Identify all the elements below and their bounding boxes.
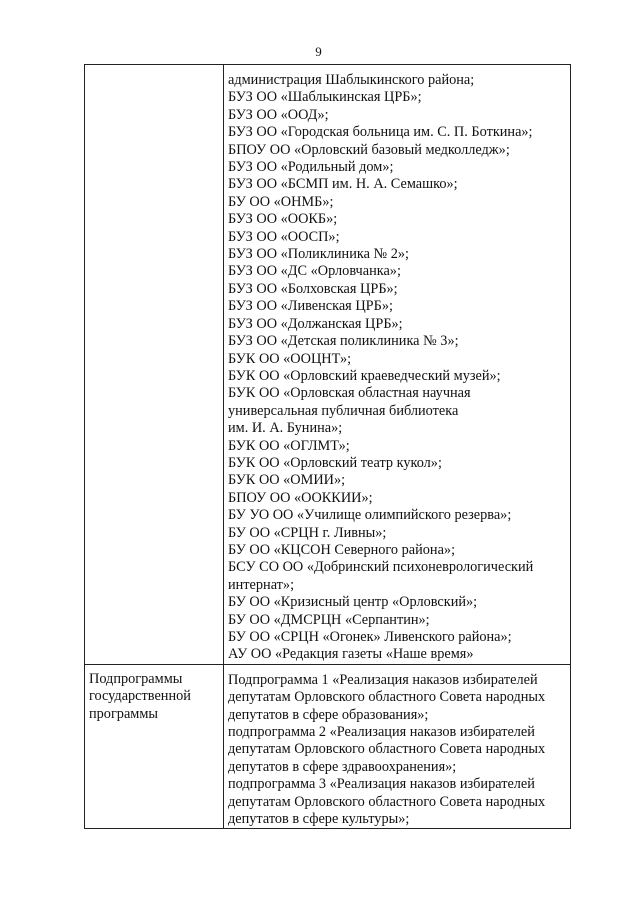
organization-line: БУ ОО «СРЦН г. Ливны»; (228, 524, 387, 541)
organization-line: БУ УО ОО «Училище олимпийского резерва»; (228, 507, 512, 524)
organization-line: БУЗ ОО «ООД»; (228, 106, 329, 123)
organization-line: БУЗ ОО «Шаблыкинская ЦРБ»; (228, 89, 422, 106)
subprograms-label-line: Подпрограммы (89, 670, 183, 687)
table-row (85, 65, 571, 665)
organization-line: интернат»; (228, 576, 295, 593)
organization-line: БУЗ ОО «Должанская ЦРБ»; (228, 315, 403, 332)
organization-line: БУ ОО «СРЦН «Огонек» Ливенского района»; (228, 629, 512, 645)
subprogram-line: подпрограмма 2 «Реализация наказов избирателей (228, 724, 535, 741)
organization-line: БУЗ ОО «Болховская ЦРБ»; (228, 280, 398, 297)
subprogram-line: депутатов в сфере здравоохранения»; (228, 758, 457, 775)
organization-line: БУК ОО «Орловский краеведческий музей»; (228, 367, 501, 384)
organization-line: БУК ОО «ООЦНТ»; (228, 350, 352, 367)
organization-line: БУК ОО «ОГЛМТ»; (228, 437, 350, 454)
subprograms-label-line: государственной (89, 688, 191, 705)
organization-line: БУ ОО «КЦСОН Северного района»; (228, 541, 456, 558)
organization-line: БПОУ ОО «Орловский базовый медколледж»; (228, 141, 510, 158)
subprograms-label (85, 665, 223, 723)
organization-line: АУ ОО «Редакция газеты «Наше время» (228, 646, 474, 663)
subprograms-label-line: программы (89, 705, 159, 722)
organization-line: БУЗ ОО «БСМП им. Н. А. Семашко»; (228, 176, 458, 193)
organization-line: БУК ОО «ОМИИ»; (228, 472, 346, 489)
organization-line: БУЗ ОО «Поликлиника № 2»; (228, 246, 409, 263)
organization-line: универсальная публичная библиотека (228, 402, 459, 419)
organizations-list (224, 65, 570, 664)
organization-line: БУЗ ОО «Детская поликлиника № 3»; (228, 333, 459, 350)
subprograms-label-cell (85, 664, 224, 829)
program-passport-table (84, 64, 571, 829)
subprograms-cell (224, 664, 571, 829)
organizations-cell (224, 65, 571, 665)
subprogram-line: депутатов в сфере культуры»; (228, 811, 410, 828)
organization-line: БУ ОО «ДМСРЦН «Серпантин»; (228, 611, 430, 628)
organization-line: БУК ОО «Орловская областная научная (228, 385, 471, 402)
subprograms-list (224, 665, 570, 829)
subprogram-line: Подпрограмма 1 «Реализация наказов избирателей (228, 671, 538, 688)
organization-line: БУЗ ОО «ООСП»; (228, 228, 340, 245)
page-number: 9 (315, 44, 322, 59)
organization-line: БУЗ ОО «Родильный дом»; (228, 159, 394, 176)
organization-line: БПОУ ОО «ООККИИ»; (228, 489, 373, 506)
organization-line: БУЗ ОО «Городская больница им. С. П. Боткина»; (228, 124, 533, 141)
empty-label-cell (85, 65, 224, 665)
subprogram-line: подпрограмма 3 «Реализация наказов избирателей (228, 776, 535, 793)
organization-line: БУ ОО «ОНМБ»; (228, 193, 334, 210)
subprogram-line: депутатам Орловского областного Совета народных (228, 793, 546, 810)
organization-line: БУЗ ОО «ДС «Орловчанка»; (228, 263, 401, 280)
organization-line: БУЗ ОО «Ливенская ЦРБ»; (228, 298, 393, 315)
subprogram-line: депутатам Орловского областного Совета народных (228, 689, 546, 706)
organization-line: БУЗ ОО «ООКБ»; (228, 211, 338, 228)
organization-line: администрация Шаблыкинского района; (228, 72, 475, 88)
table-row (85, 664, 571, 829)
subprogram-line: депутатам Орловского областного Совета народных (228, 741, 546, 758)
organization-line: БУ ОО «Кризисный центр «Орловский»; (228, 594, 478, 611)
subprogram-line: депутатов в сфере образования»; (228, 706, 429, 723)
organization-line: им. И. А. Бунина»; (228, 420, 343, 437)
organization-line: БСУ СО ОО «Добринский психоневрологический (228, 559, 534, 576)
organization-line: БУК ОО «Орловский театр кукол»; (228, 454, 442, 471)
